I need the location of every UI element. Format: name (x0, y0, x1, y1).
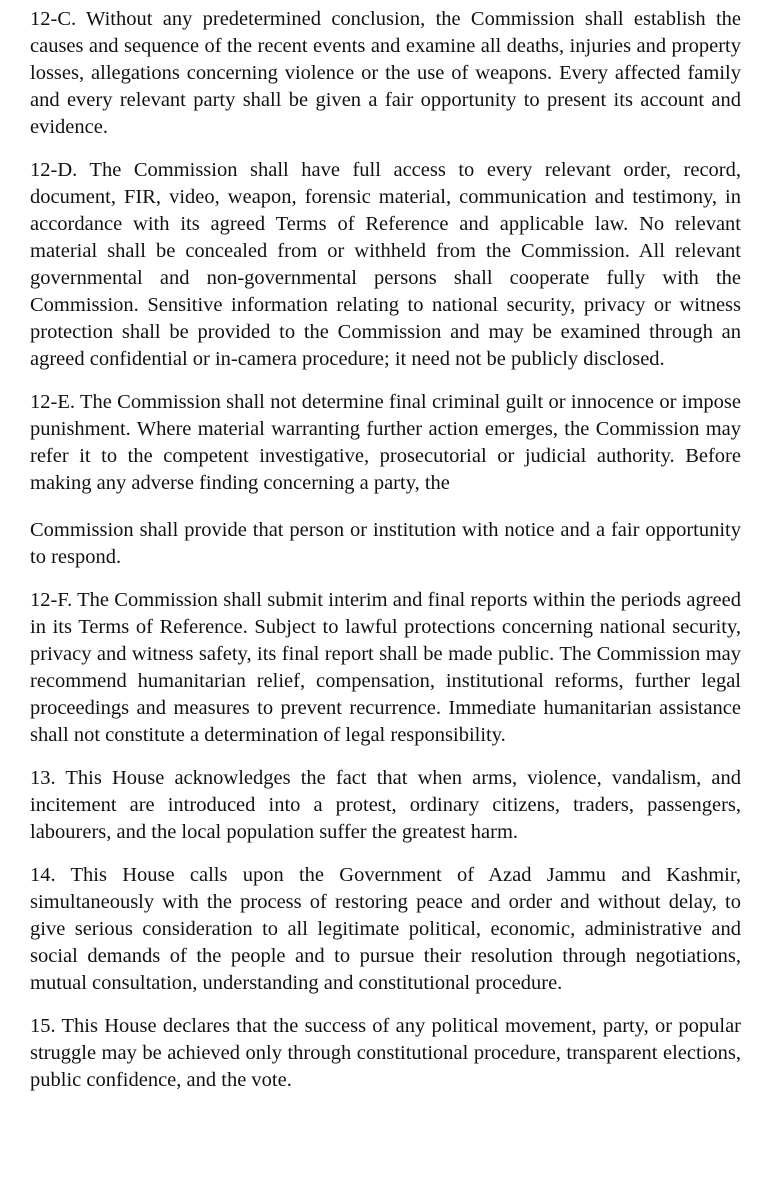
paragraph-12e-continued: Commission shall provide that person or institution with notice and a fair opportunity to respond. (30, 519, 741, 568)
paragraph-15: 15. This House declares that the success of any political movement, party, or popular struggle may be achieved only through constitutional procedure, transparent elections, public confidence, and the vote. (30, 1015, 741, 1091)
paragraph-12d: 12-D. The Commission shall have full access to every relevant order, record, document, FIR, video, weapon, forensic material, communication and testimony, in accordance with its agreed Terms of Reference and applicable law. No relevant material shall be concealed from or withheld from the Commission. All relevant governmental and non-governmental persons shall cooperate fully with the Commission. Sensitive information relating to national security, privacy or witness protection shall be provided to the Commission and may be examined through an agreed confidential or in-camera procedure; it need not be publicly disclosed. (30, 159, 741, 370)
paragraph-13: 13. This House acknowledges the fact that when arms, violence, vandalism, and incitement are introduced into a protest, ordinary citizens, traders, passengers, labourers, and the local population suffer the greatest harm. (30, 767, 741, 843)
paragraph-12e: 12-E. The Commission shall not determine final criminal guilt or innocence or impose punishment. Where material warranting further action emerges, the Commission may refer it to the competent investigative, prosecutorial or judicial authority. Before making any adverse finding concerning a party, the (30, 391, 741, 494)
paragraph-14: 14. This House calls upon the Government of Azad Jammu and Kashmir, simultaneously with the process of restoring peace and order and without delay, to give serious consideration to all legitimate political, economic, administrative and social demands of the people and to pursue their resolution through negotiations, mutual consultation, understanding and constitutional procedure. (30, 864, 741, 994)
paragraph-12f: 12-F. The Commission shall submit interim and final reports within the periods agreed in its Terms of Reference. Subject to lawful protections concerning national security, privacy and witness safety, its final report shall be made public. The Commission may recommend humanitarian relief, compensation, institutional reforms, further legal proceedings and measures to prevent recurrence. Immediate humanitarian assistance shall not constitute a determination of legal responsibility. (30, 589, 741, 746)
paragraph-12c: 12-C. Without any predetermined conclusion, the Commission shall establish the causes and sequence of the recent events and examine all deaths, injuries and property losses, allegations concerning violence or the use of weapons. Every affected family and every relevant party shall be given a fair opportunity to present its account and evidence. (30, 8, 741, 138)
